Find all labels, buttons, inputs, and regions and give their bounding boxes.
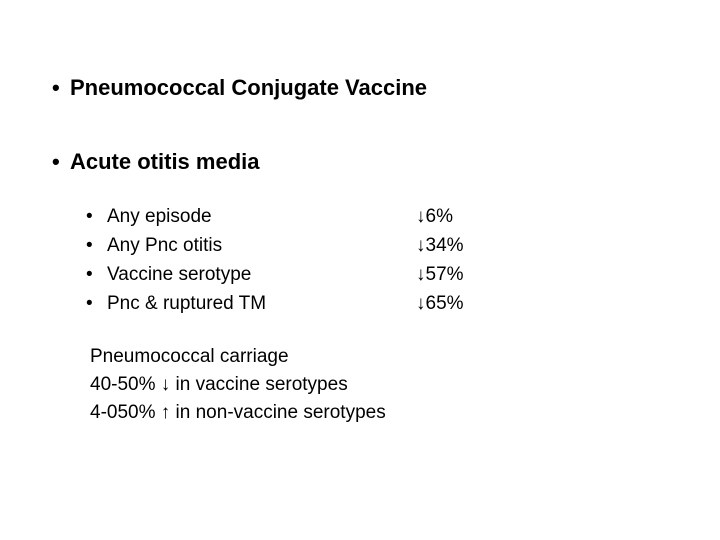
outcome-row-vaccine-serotype: [86, 260, 506, 289]
bullet-dot: •: [52, 149, 60, 174]
outcome-value: ↓6%: [416, 206, 453, 227]
bullet-label: Pneumococcal Conjugate Vaccine: [70, 75, 428, 100]
outcome-label: Vaccine serotype: [107, 264, 252, 285]
sub-bullet-dot: •: [86, 293, 93, 314]
outcome-row-any-pnc-otitis: [86, 231, 506, 260]
outcome-row-pnc-ruptured-tm: [86, 289, 506, 318]
bullet-label: Acute otitis media: [70, 149, 260, 174]
outcome-value: ↓57%: [416, 264, 464, 285]
sub-bullet-dot: •: [86, 206, 93, 227]
carriage-block: [90, 343, 386, 427]
outcome-label: Pnc & ruptured TM: [107, 293, 267, 314]
bullet-pneumococcal-conjugate-vaccine: [52, 74, 427, 102]
sub-bullet-dot: •: [86, 235, 93, 256]
bullet-acute-otitis-media: [52, 148, 259, 176]
outcome-label: Any Pnc otitis: [107, 235, 223, 256]
carriage-heading: Pneumococcal carriage: [90, 346, 289, 367]
sub-bullet-dot: •: [86, 264, 93, 285]
outcome-row-any-episode: [86, 202, 506, 231]
carriage-line-vaccine: 40-50% ↓ in vaccine serotypes: [90, 374, 348, 395]
outcome-value: ↓65%: [416, 293, 464, 314]
carriage-line-non-vaccine: 4-050% ↑ in non-vaccine serotypes: [90, 402, 386, 423]
outcome-label: Any episode: [107, 206, 212, 227]
bullet-dot: •: [52, 75, 60, 100]
outcome-value: ↓34%: [416, 235, 464, 256]
